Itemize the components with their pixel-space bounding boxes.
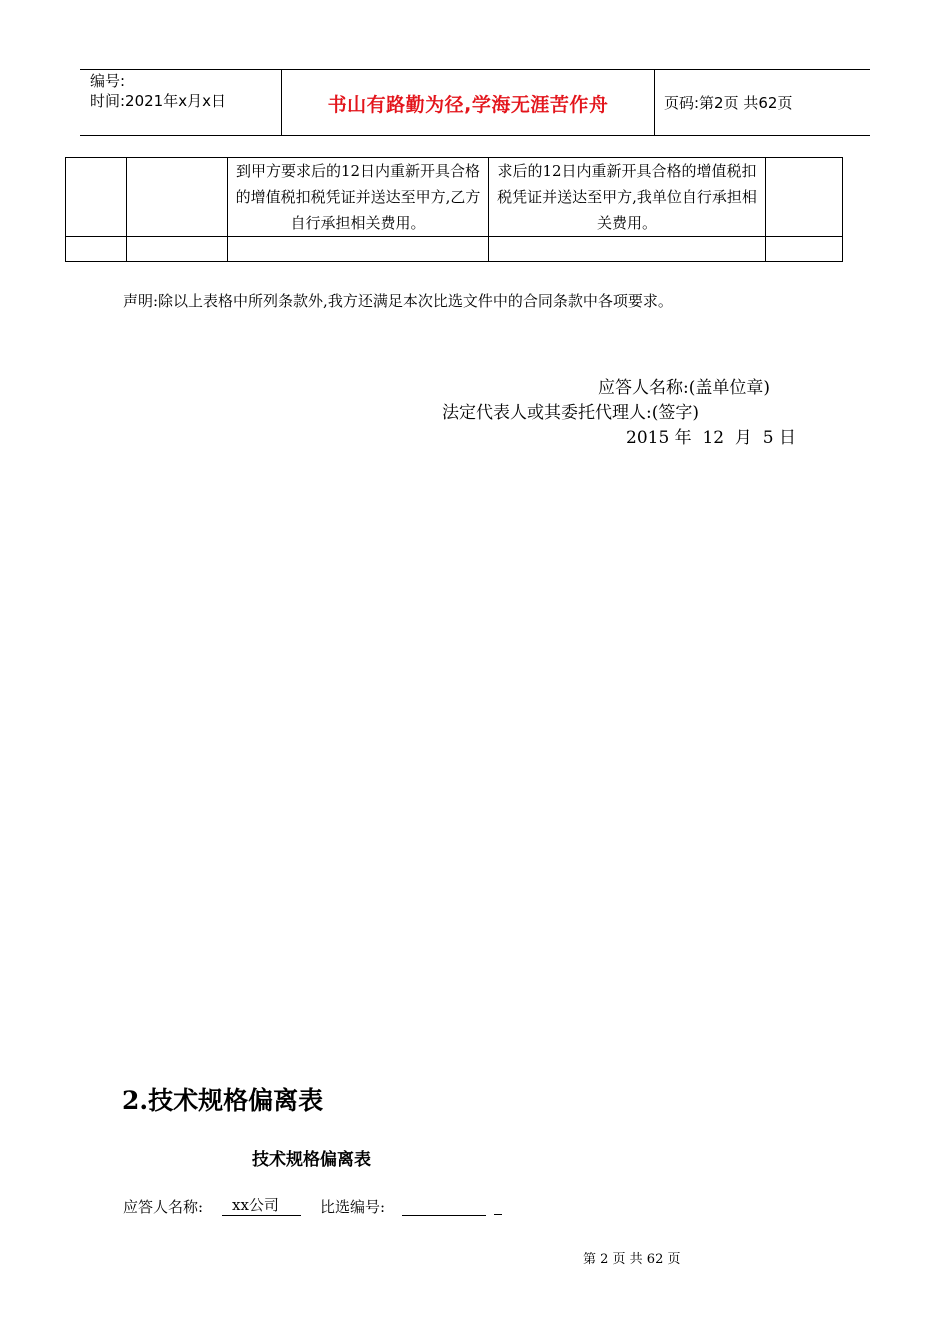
respondent-value-text: xx公司 (232, 1196, 279, 1214)
table-cell (489, 237, 766, 262)
footer-page-number: 第 2 页 共 62 页 (583, 1252, 681, 1267)
header-page-label: 页码:第2页 共62页 (664, 94, 793, 112)
table-row (66, 237, 843, 262)
header-motto: 书山有路勤为径,学海无涯苦作舟 (327, 94, 609, 116)
section-subheading: 技术规格偏离表 (252, 1150, 371, 1170)
header-divider-right (654, 69, 655, 136)
header-time-label: 时间:2021年x月x日 (90, 92, 226, 110)
table-row (66, 158, 843, 237)
table-cell (228, 237, 489, 262)
signature-date: 2015 年 12 月 5 日 (626, 428, 796, 448)
respondent-value (222, 1196, 301, 1216)
header-number-label: 编号: (90, 72, 126, 90)
bid-number-label: 比选编号: (320, 1198, 386, 1216)
deviation-table (65, 157, 843, 262)
table-cell (127, 158, 228, 237)
table-cell: 求后的12日内重新开具合格的增值税扣税凭证并送达至甲方,我单位自行承担相关费用。 (489, 158, 766, 237)
table-cell (66, 158, 127, 237)
table-cell (127, 237, 228, 262)
legal-representative-line: 法定代表人或其委托代理人:(签字) (442, 403, 699, 423)
respondent-name-line: 应答人名称:(盖单位章) (598, 378, 770, 398)
table-cell: 到甲方要求后的12日内重新开具合格的增值税扣税凭证并送达至甲方,乙方自行承担相关费用。 (228, 158, 489, 237)
header-top-rule (80, 69, 870, 70)
table-cell (766, 158, 843, 237)
bid-number-value (402, 1196, 486, 1216)
statement-text: 声明:除以上表格中所列条款外,我方还满足本次比选文件中的合同条款中各项要求。 (123, 292, 673, 310)
bid-number-trail-rule (494, 1214, 502, 1215)
section-heading: 2.技术规格偏离表 (122, 1086, 324, 1115)
header-bottom-rule (80, 135, 870, 136)
table-cell (66, 237, 127, 262)
respondent-label: 应答人名称: (123, 1198, 204, 1216)
table-cell (766, 237, 843, 262)
